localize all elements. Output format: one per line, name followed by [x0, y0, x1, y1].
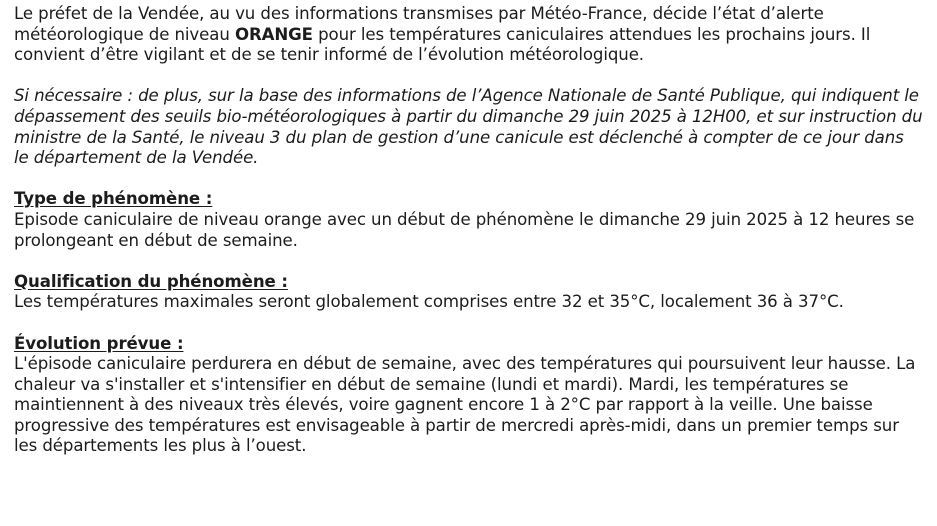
section-heading: Évolution prévue :	[14, 333, 184, 353]
section-body: Les températures maximales seront globalement comprises entre 32 et 35°C, localement 36 à 37°C.	[14, 292, 844, 312]
intro-text-start: Le préfet de la Vendée, au vu des informations transmises par Météo-France, décide l’état d’alerte météorologique de niveau	[14, 4, 824, 44]
section-expected-evolution	[14, 334, 923, 458]
section-heading: Type de phénomène :	[14, 189, 213, 209]
section-body: L'épisode caniculaire perdurera en début de semaine, avec des températures qui poursuivent leur hausse. La chaleur va s'installer et s'intensifier en début de semaine (lundi et mardi). Mardi, les températures se maintiennent à des niveaux très élevés, voire gagnent encore 1 à 2°C par rapport à la veille. Une baisse progressive des températures est envisageable à partir de mercredi après-midi, dans un premier temps sur les départements les plus à l’ouest.	[14, 354, 916, 456]
health-note-paragraph: Si nécessaire : de plus, sur la base des informations de l’Agence Nationale de Santé Publique, qui indiquent le dépassement des seuils bio-météorologiques à partir du dimanche 29 juin 2025 à 12H00, et sur instruction du ministre de la Santé, le niveau 3 du plan de gestion d’une canicule est déclenché à compter de ce jour dans le département de la Vendée.	[14, 86, 923, 168]
alert-level: ORANGE	[234, 24, 313, 44]
intro-paragraph	[14, 4, 923, 66]
section-body: Episode caniculaire de niveau orange avec un début de phénomène le dimanche 29 juin 2025 à 12 heures se prolongeant en début de semaine.	[14, 209, 915, 250]
section-phenomenon-qualification	[14, 272, 923, 313]
section-phenomenon-type	[14, 189, 923, 251]
section-heading: Qualification du phénomène :	[14, 271, 288, 291]
intro-text-end: pour les températures caniculaires attendues les prochains jours. Il convient d’être vigilant et de se tenir informé de l’évolution météorologique.	[14, 24, 871, 65]
